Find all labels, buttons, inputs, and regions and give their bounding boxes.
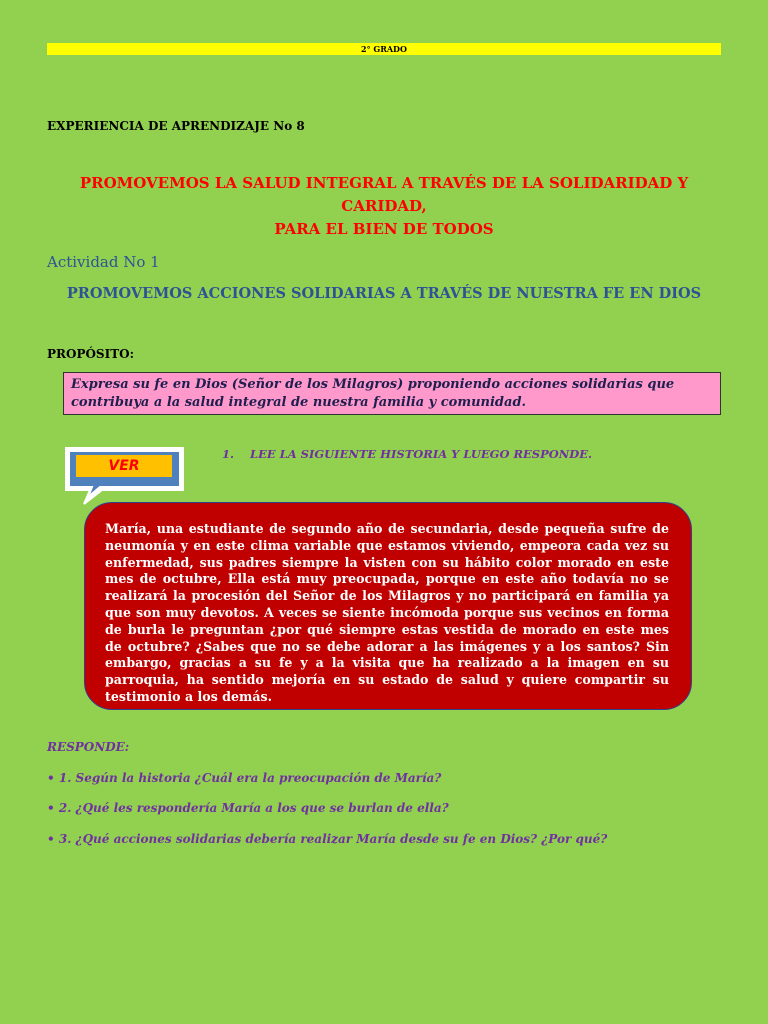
activity-label: Actividad No 1 — [47, 253, 160, 271]
respond-label: RESPONDE: — [47, 740, 130, 754]
instruction-text: 1. LEE LA SIGUIENTE HISTORIA Y LUEGO RESPONDE. — [222, 447, 593, 461]
activity-title: PROMOVEMOS ACCIONES SOLIDARIAS A TRAVÉS DE NUESTRA FE EN DIOS — [66, 285, 702, 302]
purpose-label: PROPÓSITO: — [47, 347, 135, 361]
question-3: • 3. ¿Qué acciones solidarias debería realizar María desde su fe en Dios? ¿Por qué? — [47, 832, 608, 846]
main-title — [40, 172, 728, 241]
story-box: María, una estudiante de segundo año de secundaria, desde pequeña sufre de neumonía y en este clima variable que estamos viviendo, empeora cada vez su enfermedad, sus padres siempre la visten con su hábito color morado en este mes de octubre, Ella está muy preocupada, porque en este año todavía no se realizará la procesión del Señor de los Milagros y no participará en familia ya que son muy devotos. A veces se siente incómoda porque sus vecinos en forma de burla le preguntan ¿por qué siempre estas vestida de morado en este mes de octubre? ¿Sabes que no se debe adorar a las imágenes y a los santos? Sin embargo, gracias a su fe y a la visita que ha realizado a la imagen en su parroquia, ha sentido mejoría en su estado de salud y quiere compartir su testimonio a los demás. — [84, 502, 692, 710]
experience-heading: EXPERIENCIA DE APRENDIZAJE No 8 — [47, 119, 305, 133]
question-1: • 1. Según la historia ¿Cuál era la preocupación de María? — [47, 771, 442, 785]
grade-banner: 2° GRADO — [47, 43, 721, 55]
question-2: • 2. ¿Qué les respondería María a los que se burlan de ella? — [47, 801, 449, 815]
main-title-line-1: PROMOVEMOS LA SALUD INTEGRAL A TRAVÉS DE LA SOLIDARIDAD Y CARIDAD, — [79, 174, 689, 215]
ver-label: VER — [108, 458, 140, 474]
main-title-line-2: PARA EL BIEN DE TODOS — [274, 220, 494, 238]
purpose-box: Expresa su fe en Dios (Señor de los Milagros) proponiendo acciones solidarias que contribuya a la salud integral de nuestra familia y comunidad. — [63, 372, 721, 415]
